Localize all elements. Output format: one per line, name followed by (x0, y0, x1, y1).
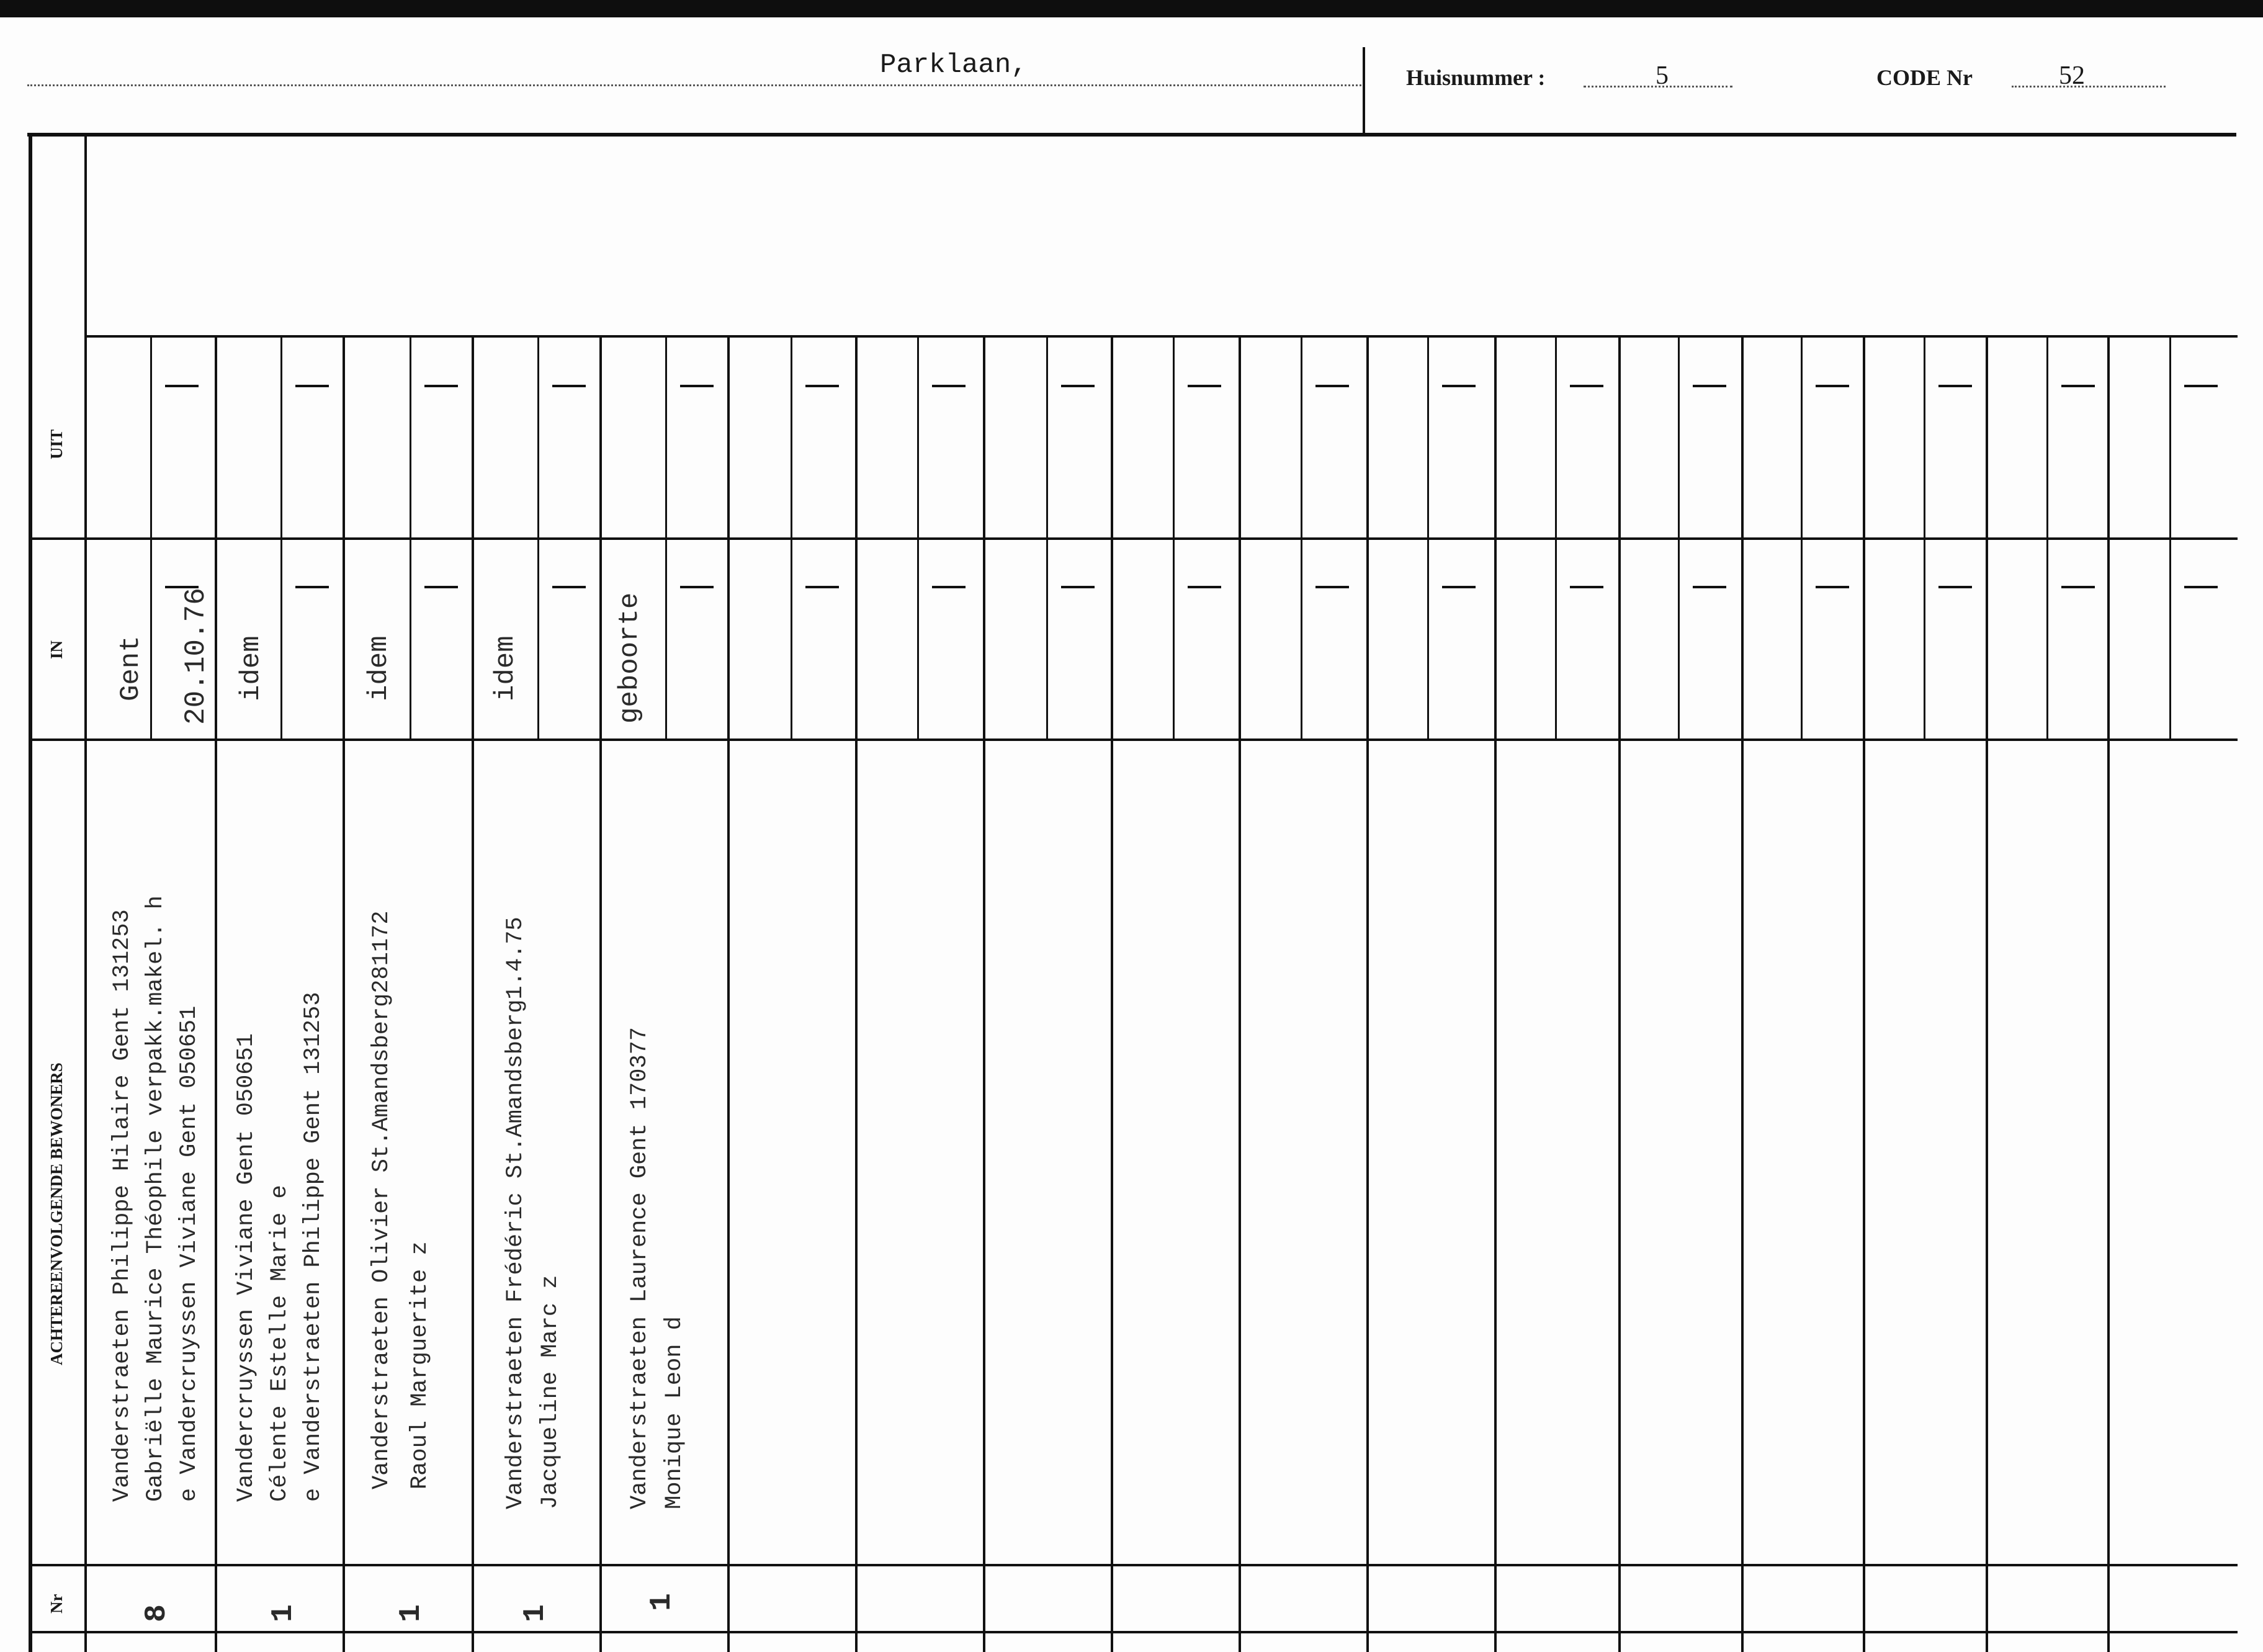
street-name: Parklaan, (880, 50, 1028, 81)
in-dash-mark (2061, 586, 2095, 588)
in-dash-mark (1188, 586, 1221, 588)
in-dash-mark (1442, 586, 1476, 588)
code-label: CODE Nr (1876, 65, 1973, 90)
column-divider (1111, 335, 1113, 1652)
column-divider (1986, 335, 1988, 1652)
half-column-divider (1801, 335, 1803, 738)
half-column-divider (1678, 335, 1680, 738)
column-divider (472, 335, 474, 1652)
uit-dash-mark (1188, 385, 1221, 387)
half-column-divider (1046, 335, 1048, 738)
half-column-divider (665, 335, 667, 738)
in-dash-mark (805, 586, 839, 588)
nr-label: Nr (47, 1594, 66, 1614)
entry-1-in-place: Gent (115, 635, 146, 701)
uit-dash-mark (680, 385, 714, 387)
in-dash-mark (2184, 586, 2218, 588)
top-border-bar (0, 0, 2263, 17)
in-dash-mark (1061, 586, 1095, 588)
in-label: IN (47, 640, 66, 659)
column-divider (855, 335, 858, 1652)
residents-row-bottom-border (32, 1564, 2238, 1566)
in-dash-mark (1693, 586, 1726, 588)
half-column-divider (1173, 335, 1175, 738)
entry-5-nr: 1 (645, 1593, 679, 1611)
column-divider (599, 335, 602, 1652)
entry-4-line-2: Jacqueline Marc z (537, 1275, 563, 1509)
uit-dash-mark (2184, 385, 2218, 387)
entry-3-line-2: Raoul Marguerite z (407, 1241, 433, 1489)
column-divider (1494, 335, 1497, 1652)
uit-dash-mark (424, 385, 458, 387)
column-divider (727, 335, 730, 1652)
half-column-divider (791, 335, 792, 738)
entry-3-nr: 1 (395, 1604, 428, 1622)
street-dotted-line (27, 84, 1361, 86)
entry-1-line-1: Vanderstraeten Philippe Hilaire Gent 131253 (109, 909, 135, 1502)
uit-dash-mark (1570, 385, 1603, 387)
entry-5-line-1: Vanderstraeten Laurence Gent 170377 (627, 1026, 653, 1509)
in-row-bottom-border (32, 738, 2238, 741)
entry-1-line-3: e Vandercruyssen Viviane Gent 050651 (176, 1005, 202, 1502)
residents-label: ACHTEREENVOLGENDE BEWONERS (47, 1062, 66, 1365)
in-dash-mark (424, 586, 458, 588)
column-divider (983, 335, 985, 1652)
entry-3-in-place: idem (364, 635, 395, 701)
in-dash-mark (552, 586, 586, 588)
entry-5-in-place: geboorte (614, 592, 645, 724)
uit-dash-mark (932, 385, 966, 387)
uit-dash-mark (1061, 385, 1095, 387)
half-column-divider (917, 335, 919, 738)
in-dash-mark (1570, 586, 1603, 588)
entry-4-nr: 1 (519, 1604, 552, 1622)
header-divider (1363, 47, 1365, 134)
half-column-divider (150, 335, 152, 738)
uit-dash-mark (1315, 385, 1349, 387)
house-number-value: 5 (1656, 61, 1669, 90)
code-dotted-line (2012, 86, 2166, 88)
in-dash-mark (1938, 586, 1972, 588)
half-column-divider (280, 335, 282, 738)
column-divider (343, 335, 345, 1652)
uit-dash-mark (295, 385, 329, 387)
uit-dash-mark (1442, 385, 1476, 387)
house-number-label: Huisnummer : (1406, 65, 1546, 90)
entry-2-line-3: e Vanderstraeten Philippe Gent 131253 (300, 992, 326, 1502)
entry-4-in-place: idem (490, 635, 521, 701)
uit-dash-mark (165, 385, 199, 387)
half-column-divider (1301, 335, 1302, 738)
in-dash-mark (1315, 586, 1349, 588)
table-top-border (27, 133, 2236, 137)
table-bottom-border (32, 1631, 2238, 1633)
column-divider (2107, 335, 2110, 1652)
table-left-border (29, 133, 32, 1652)
entry-1-line-2: Gabriëlle Maurice Théophile verpakk.makel. h (143, 896, 169, 1502)
uit-dash-mark (1816, 385, 1849, 387)
uit-dash-mark (1938, 385, 1972, 387)
in-dash-mark (680, 586, 714, 588)
column-divider (1618, 335, 1621, 1652)
in-dash-mark (932, 586, 966, 588)
uit-row-bottom-border (32, 537, 2238, 540)
column-divider (1863, 335, 1865, 1652)
entry-5-line-2: Monique Leon d (661, 1316, 688, 1509)
column-divider (1741, 335, 1744, 1652)
entry-2-in-place: idem (236, 635, 267, 701)
uit-dash-mark (552, 385, 586, 387)
uit-label: UIT (47, 429, 66, 459)
in-dash-mark (295, 586, 329, 588)
entry-1-in-date: 20.10.76 (180, 588, 212, 725)
entry-2-nr: 1 (267, 1604, 300, 1622)
entry-2-line-2: Célente Estelle Marie e (267, 1185, 293, 1502)
entry-1-nr: 8 (140, 1604, 174, 1622)
in-dash-mark (1816, 586, 1849, 588)
entry-2-line-1: Vandercruyssen Viviane Gent 050651 (233, 1033, 259, 1502)
column-divider (1366, 335, 1369, 1652)
half-column-divider (2046, 335, 2048, 738)
top-area-bottom-border (84, 335, 2238, 338)
code-value: 52 (2059, 61, 2085, 90)
half-column-divider (2169, 335, 2171, 738)
uit-dash-mark (805, 385, 839, 387)
label-column-border (84, 137, 87, 1652)
column-divider (215, 335, 217, 1652)
entry-3-line-1: Vanderstraeten Olivier St.Amandsberg281172 (369, 910, 395, 1489)
column-divider (1239, 335, 1241, 1652)
entry-4-line-1: Vanderstraeten Frédéric St.Amandsberg1.4.75 (503, 917, 529, 1509)
half-column-divider (1555, 335, 1557, 738)
half-column-divider (1924, 335, 1925, 738)
half-column-divider (410, 335, 411, 738)
uit-dash-mark (1693, 385, 1726, 387)
half-column-divider (537, 335, 539, 738)
half-column-divider (1427, 335, 1429, 738)
uit-dash-mark (2061, 385, 2095, 387)
